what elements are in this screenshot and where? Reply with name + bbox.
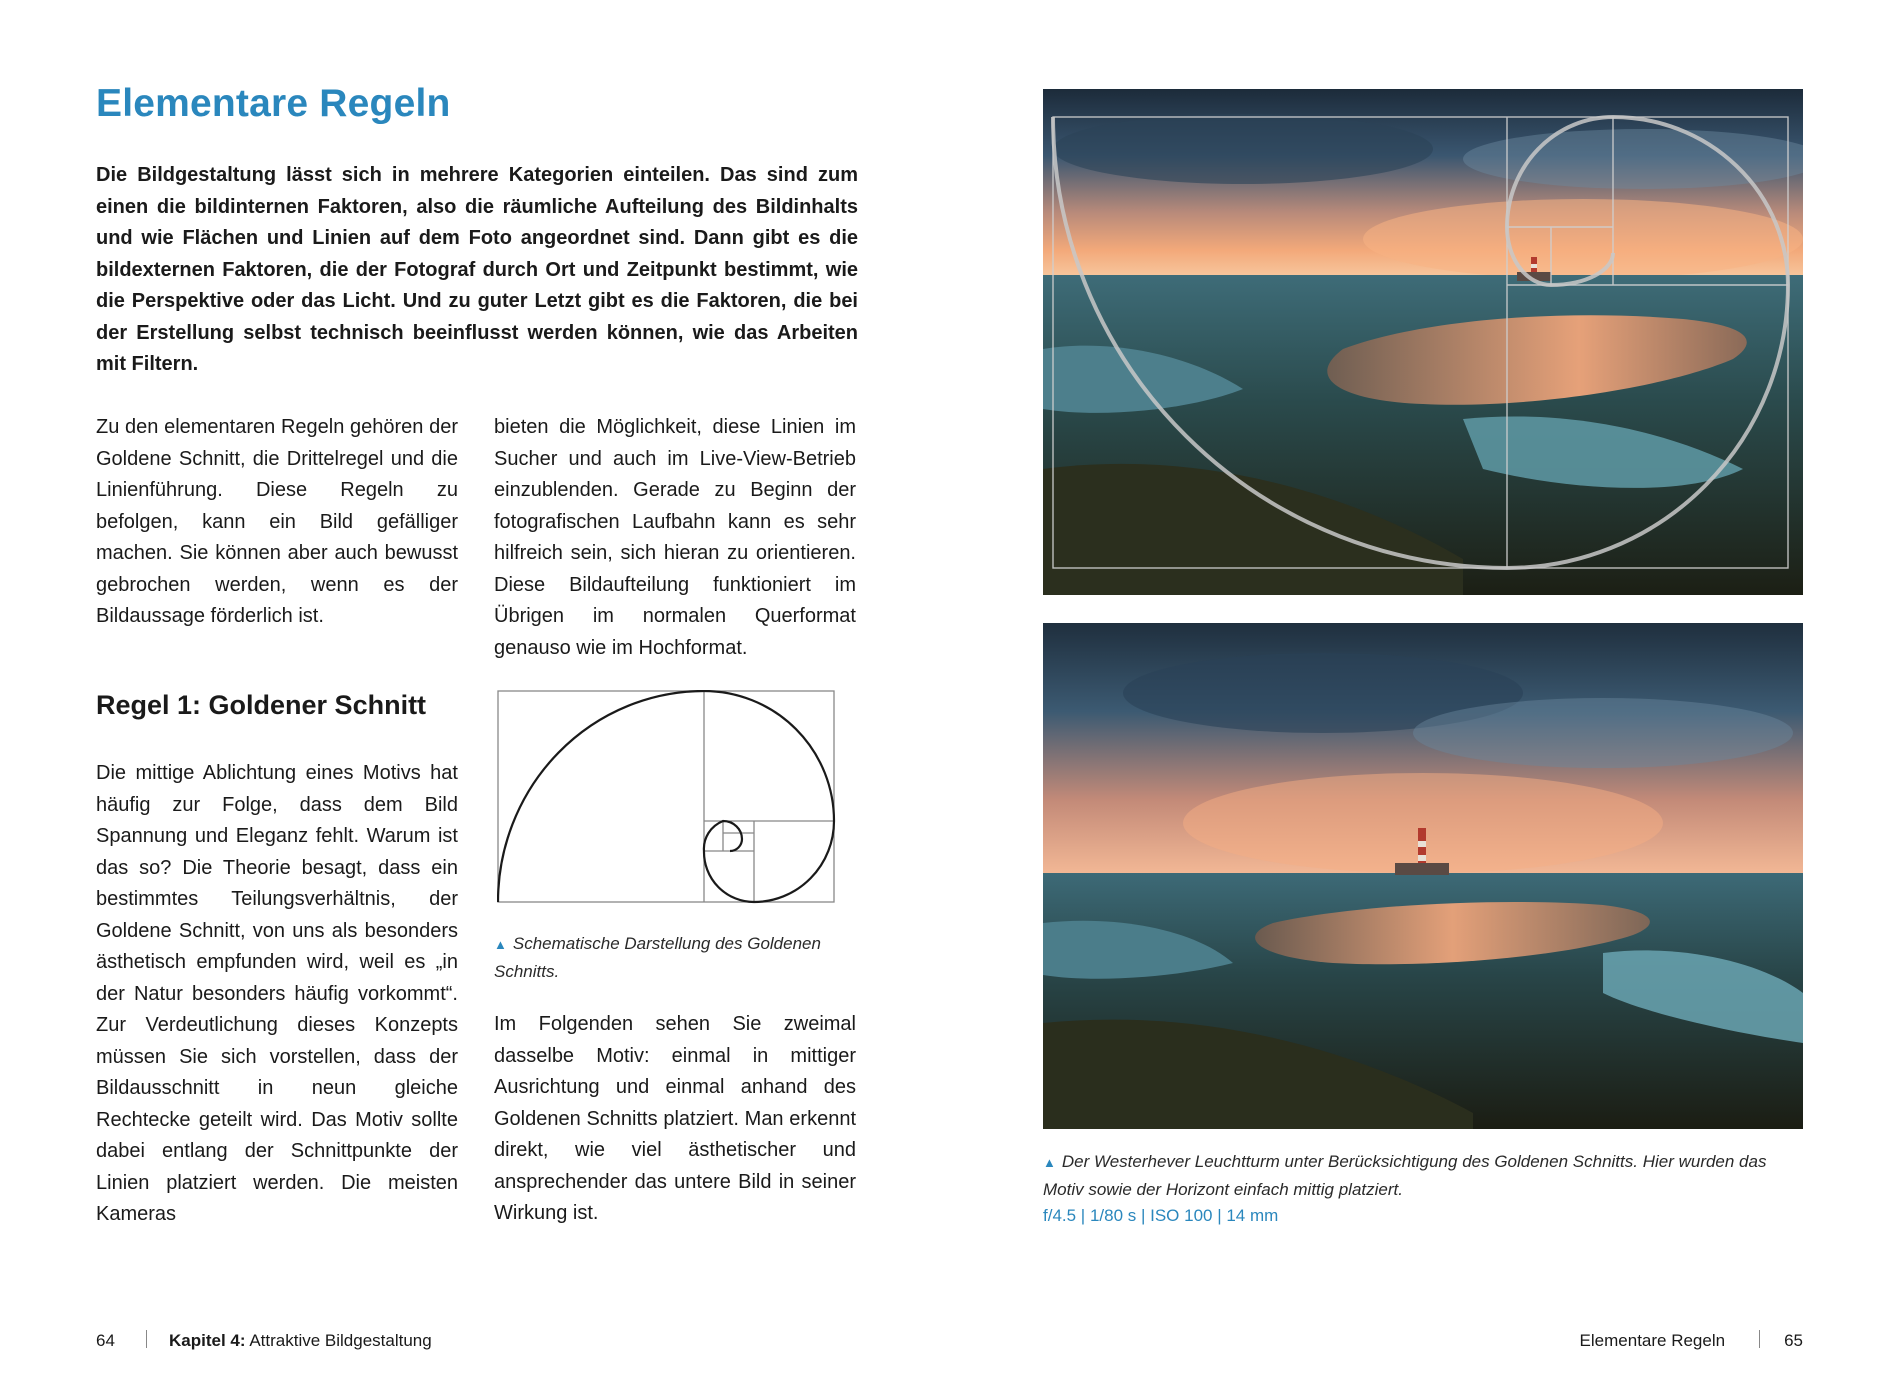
page-number-right: 65 [1784,1331,1803,1350]
body-text-col1-para2: Die mittige Ablichtung eines Motivs hat häufig zur Folge, dass dem Bild Spannung und Eleganz fehlt. Warum ist das so? Die Theorie besagt, dass ein bestimmtes Teilungsverhältnis, der Goldene Schnitt, von uns als besonders ästhetisch empfunden wird, weil es „in der Natur besonders häufig vorkommt“. Zur Verdeutlichung dieses Konzepts müssen Sie sich vorstellen, dass der Bildausschnitt in neun gleiche Rechtecke geteilt wird. Das Motiv sollte dabei entlang der Schnittpunkte der Linien platziert werden. Die meisten Kameras [96,762,458,1225]
photo-caption [1043,1148,1803,1203]
footer-divider [1759,1330,1760,1348]
chapter-prefix: Kapitel 4: [169,1331,246,1350]
footer-left [96,1330,432,1351]
triangle-marker-icon: ▲ [1043,1155,1056,1170]
intro-paragraph: Die Bildgestaltung lässt sich in mehrere Kategorien einteilen. Das sind zum einen die bildinternen Faktoren, also die räumliche Aufteilung des Bildinhalts und wie Flächen und Linien auf dem Foto angeordnet sind. Dann gibt es die bildexternen Faktoren, die der Fotograf durch Ort und Zeitpunkt bestimmt, wie die Perspektive oder das Licht. Und zu guter Letzt gibt es die Faktoren, die bei der Erstellung selbst technisch beeinflusst werden können, wie das Arbeiten mit Filtern. [96,164,858,375]
body-text-col1-para1: Zu den elementaren Regeln gehören der Goldene Schnitt, die Drittelregel und die Linienführung. Diese Regeln zu befolgen, kann ein Bild gefälliger machen. Sie können aber auch bewusst gebrochen werden, wenn es der Bildaussage förderlich ist. [96,416,458,627]
chapter-title: Attraktive Bildgestaltung [249,1331,432,1350]
triangle-marker-icon: ▲ [494,937,507,952]
page-title: Elementare Regeln [96,82,451,125]
lighthouse-photo-centered [1043,623,1803,1129]
footer-section-title: Elementare Regeln [1579,1331,1726,1350]
footer-right [1580,1330,1803,1351]
photo-illustration [1043,89,1803,595]
golden-ratio-diagram [497,690,837,905]
footer-divider [146,1330,147,1348]
body-text-col2-para1: bieten die Möglichkeit, diese Linien im Sucher und auch im Live-View-Betrieb einzublenden. Gerade zu Beginn der fotografischen Laufbahn kann es sehr hilfreich sein, sich hieran zu orientieren. Diese Bildaufteilung funktioniert im Übrigen im normalen Querformat genauso wie im Hochformat. [494,416,856,659]
diagram-caption-text: Schematische Darstellung des Goldenen Schnitts. [494,934,821,981]
lighthouse-photo-golden-ratio [1043,89,1803,595]
golden-spiral [498,691,834,902]
page-number-left: 64 [96,1331,115,1350]
exif-info: f/4.5 | 1/80 s | ISO 100 | 14 mm [1043,1206,1279,1225]
diagram-caption [494,930,856,985]
photo-caption-text: Der Westerhever Leuchtturm unter Berücksichtigung des Goldenen Schnitts. Hier wurden das Motiv sowie der Horizont einfach mittig platziert. [1043,1152,1767,1199]
photo-illustration [1043,623,1803,1129]
outer-rect [498,691,834,902]
body-text-col2-para2: Im Folgenden sehen Sie zweimal dasselbe Motiv: einmal in mittiger Ausrichtung und einmal anhand des Goldenen Schnitts platziert. Man erkennt direkt, wie viel ästhetischer und ansprechender das untere Bild in seiner Wirkung ist. [494,1013,856,1224]
section-heading: Regel 1: Goldener Schnitt [96,690,427,720]
golden-spiral-figure [497,690,837,905]
